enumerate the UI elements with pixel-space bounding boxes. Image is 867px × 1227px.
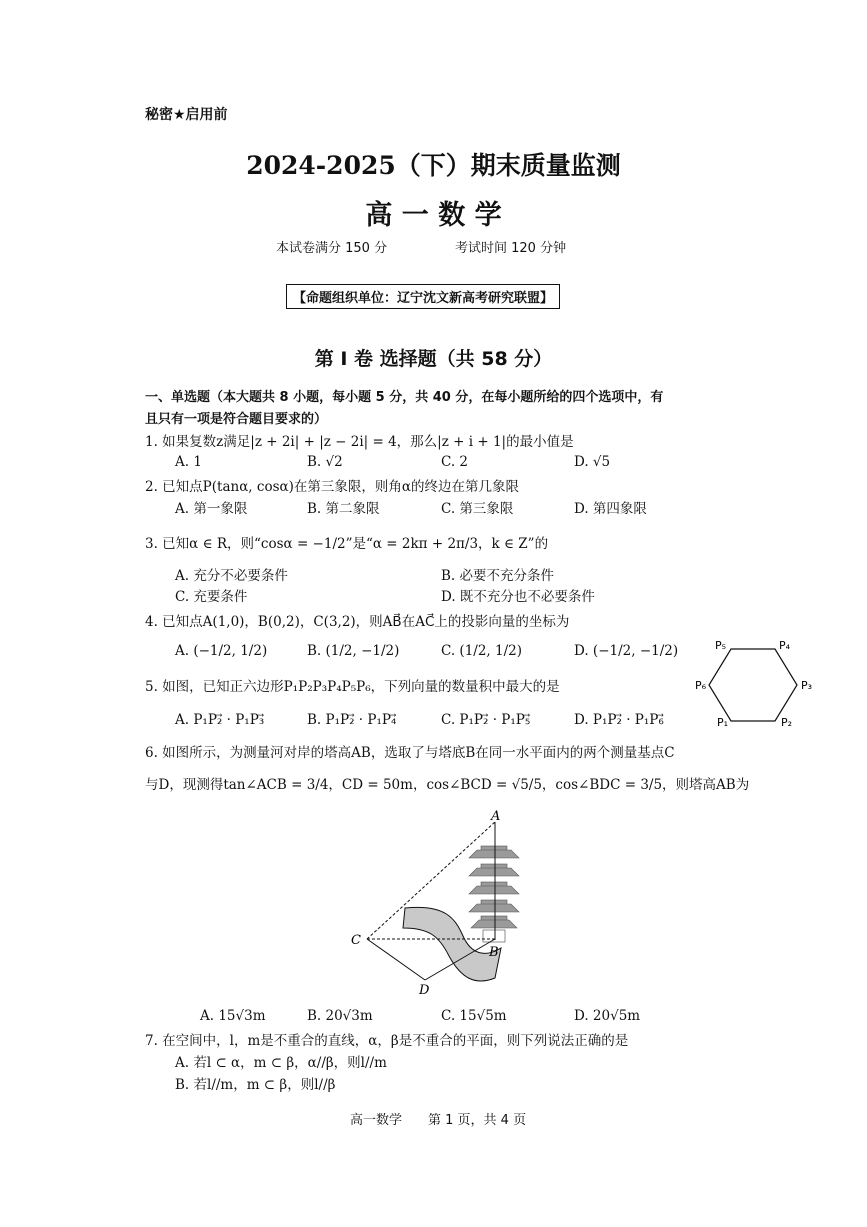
- tower-label-d: D: [419, 983, 430, 998]
- hex-label-p2: P₂: [781, 716, 793, 729]
- q6-option-c[interactable]: C. 15√5m: [441, 1008, 507, 1024]
- q2-option-c[interactable]: C. 第三象限: [441, 501, 514, 517]
- q2-option-a[interactable]: A. 第一象限: [175, 501, 248, 517]
- hex-label-p6: P₆: [695, 679, 707, 692]
- question-7-stem: 7. 在空间中，l，m是不重合的直线，α，β是不重合的平面，则下列说法正确的是: [145, 1033, 629, 1049]
- line-cd: [367, 939, 425, 980]
- question-6-stem-2: 与D，现测得tan∠ACB = 3/4，CD = 50m，cos∠BCD = √5/5，cos∠BDC = 3/5，则塔高AB为: [145, 777, 750, 793]
- q7-option-b[interactable]: B. 若l//m，m ⊂ β，则l//β: [175, 1077, 336, 1093]
- organizer-box: 【命题组织单位：辽宁沈文新高考研究联盟】: [286, 284, 560, 309]
- q4-option-d[interactable]: D. (−1/2, −1/2): [574, 643, 679, 659]
- q2-option-d[interactable]: D. 第四象限: [574, 501, 647, 517]
- question-1-stem: 1. 如果复数z满足|z + 2i| + |z − 2i| = 4，那么|z + i + 1|的最小值是: [145, 434, 574, 450]
- q5-option-d[interactable]: D. P₁P₂⃗ · P₁P₆⃗: [574, 712, 664, 728]
- footer-page: 第 1 页，共 4 页: [428, 1113, 527, 1128]
- q4-option-a[interactable]: A. (−1/2, 1/2): [175, 643, 268, 659]
- subject-title: 高 一 数 学: [365, 200, 502, 231]
- hex-label-p4: P₄: [779, 639, 791, 652]
- time-note: 考试时间 120 分钟: [455, 241, 567, 256]
- hexagon-figure: [695, 632, 825, 732]
- q4-option-b[interactable]: B. (1/2, −1/2): [307, 643, 400, 659]
- hex-label-p5: P₅: [715, 639, 727, 652]
- hexagon-shape: [709, 649, 797, 721]
- q5-option-a[interactable]: A. P₁P₂⃗ · P₁P₃⃗: [175, 712, 265, 728]
- tower-label-b: B: [489, 945, 499, 960]
- q6-option-d[interactable]: D. 20√5m: [574, 1008, 641, 1024]
- tower-label-c: C: [351, 933, 361, 948]
- q3-option-a[interactable]: A. 充分不必要条件: [175, 568, 288, 584]
- q5-option-b[interactable]: B. P₁P₂⃗ · P₁P₄⃗: [307, 712, 397, 728]
- question-5-stem: 5. 如图，已知正六边形P₁P₂P₃P₄P₅P₆，下列向量的数量积中最大的是: [145, 679, 560, 695]
- question-6-stem: 6. 如图所示，为测量河对岸的塔高AB，选取了与塔底B在同一水平面内的两个测量基点C: [145, 745, 675, 761]
- q6-option-b[interactable]: B. 20√3m: [307, 1008, 373, 1024]
- footer-subject: 高一数学: [350, 1113, 403, 1128]
- tower-figure: [345, 808, 525, 1000]
- part-instructions-line2: 且只有一项是符合题目要求的）: [145, 412, 328, 427]
- pagoda-icon: [469, 846, 519, 942]
- q1-option-a[interactable]: A. 1: [175, 454, 202, 470]
- hex-label-p1: P₁: [717, 716, 729, 729]
- q7-option-a[interactable]: A. 若l ⊂ α，m ⊂ β，α//β，则l//m: [175, 1055, 387, 1071]
- question-3-stem: 3. 已知α ∈ R，则“cosα = −1/2”是“α = 2kπ + 2π/3，k ∈ Z”的: [145, 536, 549, 552]
- q1-option-c[interactable]: C. 2: [441, 454, 469, 470]
- secret-mark: 秘密★启用前: [145, 107, 228, 123]
- exam-title: 2024-2025（下）期末质量监测: [246, 151, 621, 180]
- q3-option-d[interactable]: D. 既不充分也不必要条件: [441, 589, 595, 605]
- tower-label-a: A: [491, 809, 501, 824]
- question-2-stem: 2. 已知点P(tanα, cosα)在第三象限，则角α的终边在第几象限: [145, 479, 520, 495]
- q4-option-c[interactable]: C. (1/2, 1/2): [441, 643, 522, 659]
- q5-option-c[interactable]: C. P₁P₂⃗ · P₁P₅⃗: [441, 712, 531, 728]
- q3-option-c[interactable]: C. 充要条件: [175, 589, 248, 605]
- section-title: 第 I 卷 选择题（共 58 分）: [314, 348, 553, 370]
- part-instructions-line1: 一、单选题（本大题共 8 小题，每小题 5 分，共 40 分，在每小题所给的四个选项中，有: [145, 390, 664, 405]
- question-4-stem: 4. 已知点A(1,0)，B(0,2)，C(3,2)，则AB⃗在AC⃗上的投影向量的坐标为: [145, 614, 570, 630]
- q6-option-a[interactable]: A. 15√3m: [200, 1008, 266, 1024]
- hex-label-p3: P₃: [801, 679, 813, 692]
- q3-option-b[interactable]: B. 必要不充分条件: [441, 568, 555, 584]
- q1-option-d[interactable]: D. √5: [574, 454, 611, 470]
- q2-option-b[interactable]: B. 第二象限: [307, 501, 380, 517]
- q1-option-b[interactable]: B. √2: [307, 454, 343, 470]
- score-note: 本试卷满分 150 分: [276, 241, 388, 256]
